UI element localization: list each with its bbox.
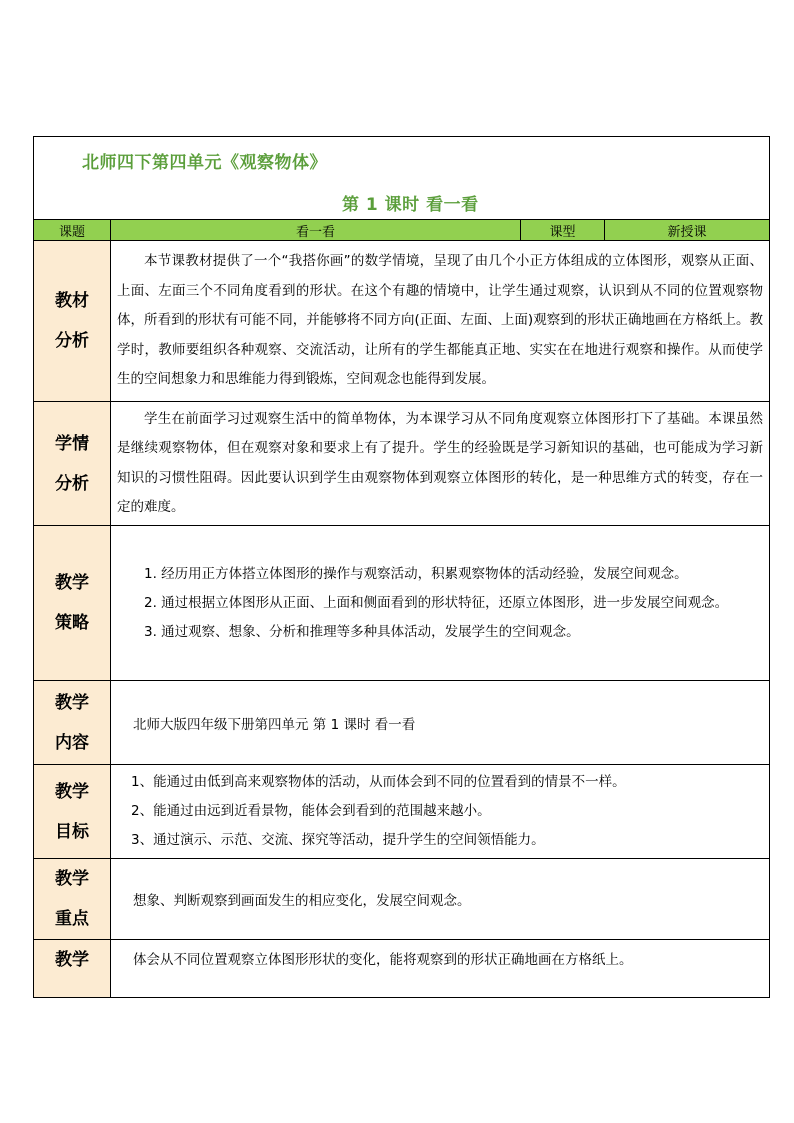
topic-value: 看一看 xyxy=(111,220,521,241)
textbook-analysis-row xyxy=(34,241,770,402)
type-value: 新授课 xyxy=(605,220,770,241)
lesson-plan-sheet xyxy=(33,136,769,998)
difficulty-label xyxy=(34,940,111,998)
type-label: 课型 xyxy=(521,220,605,241)
student-analysis-row xyxy=(34,402,770,526)
label-line: 分析 xyxy=(55,331,89,351)
key-point-text: 想象、判断观察到画面发生的相应变化，发展空间观念。 xyxy=(111,859,770,940)
label-line: 教材 xyxy=(55,291,89,311)
label-line: 教学 xyxy=(55,950,89,970)
difficulty-text: 体会从不同位置观察立体图形形状的变化，能将观察到的形状正确地画在方格纸上。 xyxy=(111,940,770,998)
teaching-content-label xyxy=(34,681,111,765)
label-line: 策略 xyxy=(55,613,89,633)
lesson-plan-table xyxy=(33,136,770,998)
key-point-label xyxy=(34,859,111,940)
label-line: 教学 xyxy=(55,869,89,889)
difficulty-row xyxy=(34,940,770,998)
goal-item: 2、能通过由远到近看景物，能体会到看到的范围越来越小。 xyxy=(131,803,491,819)
textbook-analysis-text: 本节课教材提供了一个“我搭你画”的数学情境，呈现了由几个小正方体组成的立体图形，观察从正面、上面、左面三个不同角度看到的形状。在这个有趣的情境中，让学生通过观察，认识到从不同的位置观察物体，所看到的形状有可能不同，并能够将不同方向(正面、左面、上面)观察到的形状正确地画在方格纸上。教学时，教师要组织各种观察、交流活动，让所有的学生都能真正地、实实在在地进行观察和操作。从而使学生的空间想象力和思维能力得到锻炼，空间观念也能得到发展。 xyxy=(111,241,770,402)
teaching-strategy-row xyxy=(34,526,770,681)
goal-item: 3、通过演示、示范、交流、探究等活动，提升学生的空间领悟能力。 xyxy=(131,832,545,848)
teaching-content-row xyxy=(34,681,770,765)
label-line: 重点 xyxy=(55,909,89,929)
student-analysis-label xyxy=(34,402,111,526)
strategy-item: 3. 通过观察、想象、分析和推理等多种具体活动，发展学生的空间观念。 xyxy=(144,623,580,640)
goal-item: 1、能通过由低到高来观察物体的活动，从而体会到不同的位置看到的情景不一样。 xyxy=(131,774,626,790)
label-line: 教学 xyxy=(55,692,89,713)
lesson-title: 第 1 课时 看一看 xyxy=(342,195,479,215)
label-line: 学情 xyxy=(55,433,89,454)
unit-title: 北师四下第四单元《观察物体》 xyxy=(82,153,327,173)
textbook-analysis-label xyxy=(34,241,111,402)
header-cell xyxy=(34,137,770,220)
teaching-content-text: 北师大版四年级下册第四单元 第 1 课时 看一看 xyxy=(111,681,770,765)
label-line: 内容 xyxy=(55,732,89,753)
teaching-strategy-list xyxy=(111,526,770,681)
strategy-item: 1. 经历用正方体搭立体图形的操作与观察活动，积累观察物体的活动经验，发展空间观念。 xyxy=(144,565,688,582)
topic-label: 课题 xyxy=(34,220,111,241)
key-point-row xyxy=(34,859,770,940)
teaching-goals-row xyxy=(34,765,770,859)
label-line: 教学 xyxy=(55,573,89,593)
info-row xyxy=(34,220,770,241)
label-line: 分析 xyxy=(55,473,89,494)
strategy-item: 2. 通过根据立体图形从正面、上面和侧面看到的形状特征，还原立体图形，进一步发展空间观念。 xyxy=(144,594,729,611)
teaching-goals-list xyxy=(111,765,770,859)
teaching-strategy-label xyxy=(34,526,111,681)
student-analysis-text: 学生在前面学习过观察生活中的简单物体，为本课学习从不同角度观察立体图形打下了基础。本课虽然是继续观察物体，但在观察对象和要求上有了提升。学生的经验既是学习新知识的基础，也可能成为学习新知识的习惯性阻碍。因此要认识到学生由观察物体到观察立体图形的转化，是一种思维方式的转变，存在一定的难度。 xyxy=(111,402,770,526)
label-line: 教学 xyxy=(55,781,89,802)
teaching-goals-label xyxy=(34,765,111,859)
label-line: 目标 xyxy=(55,821,89,842)
